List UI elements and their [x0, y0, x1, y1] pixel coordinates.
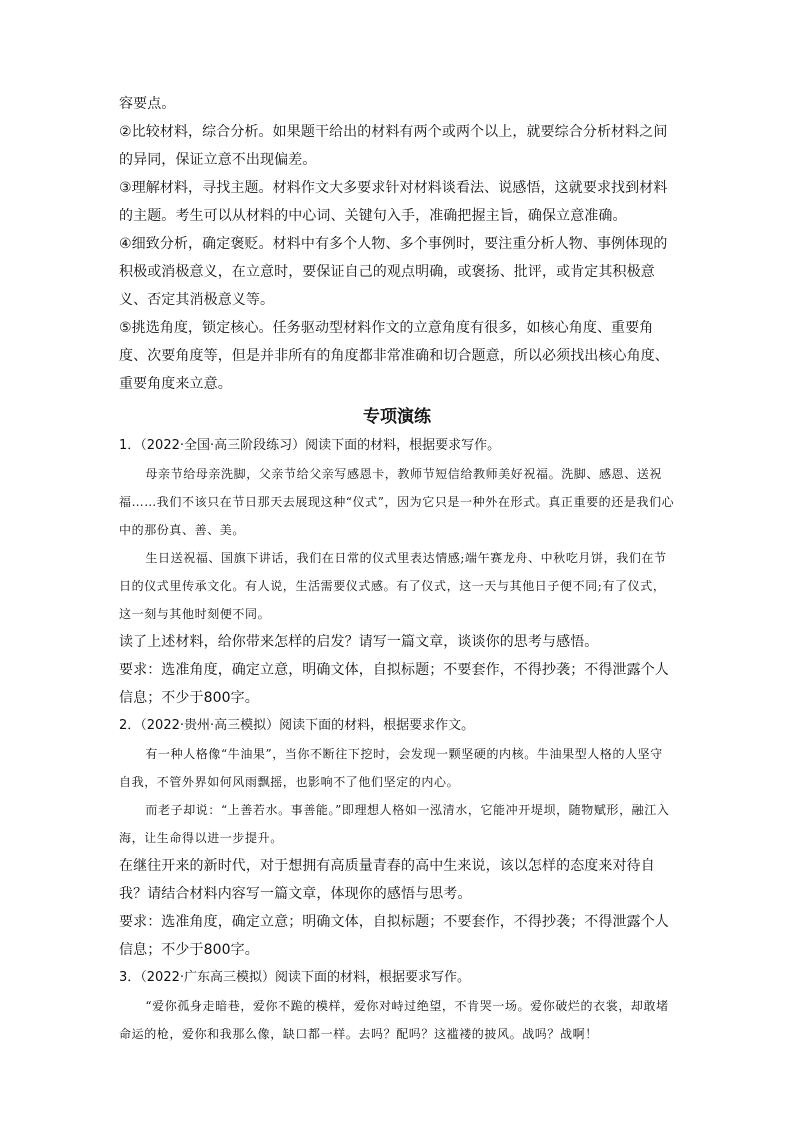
question-2-task: 在继往开来的新时代，对于想拥有高质量青春的高中生来说，该以怎样的态度来对待自我？请结合材料内容写一篇文章，体现你的感悟与思考。 — [119, 858, 655, 902]
question-1-heading: 1．（2022·全国·高三阶段练习）阅读下面的材料，根据要求写作。 — [119, 438, 501, 453]
question-3-material-1: “爱你孤身走暗巷，爱你不跪的模样，爱你对峙过绝望，不肯哭一场。爱你破烂的衣裳，却敢堵命运的枪，爱你和我那么像，缺口都一样。去吗？配吗？这褴褛的披风。战吗？战啊！ — [119, 999, 669, 1041]
intro-point-3: ③理解材料，寻找主题。材料作文大多要求针对材料谈看法、说感悟，这就要求找到材料的主题。考生可以从材料的中心词、关键句入手，准确把握主旨，确保立意准确。 — [119, 180, 668, 224]
question-3-heading: 3．（2022·广东高三模拟）阅读下面的材料，根据要求写作。 — [119, 970, 470, 985]
intro-line: 容要点。 — [119, 96, 176, 112]
intro-point-4: ④细致分析，确定褒贬。材料中有多个人物、多个事例时，要注重分析人物、事例体现的积极或消极意义，在立意时，要保证自己的观点明确，或褒扬、批评，或肯定其积极意义、否定其消极意义等。 — [119, 236, 668, 308]
question-2-material-2: 而老子却说：“上善若水。事善能。”即理想人格如一泓清水，它能冲开堤坝，随物赋形，融江入海，让生命得以进一步提升。 — [119, 803, 670, 845]
intro-point-2: ②比较材料，综合分析。如果题干给出的材料有两个或两个以上，就要综合分析材料之间的异同，保证立意不出现偏差。 — [119, 124, 668, 168]
question-1-requirement: 要求：选准角度，确定立意，明确文体，自拟标题；不要套作，不得抄袭；不得泄露个人信息；不少于800字。 — [119, 662, 669, 706]
question-2-heading: 2．（2022·贵州·高三模拟）阅读下面的材料，根据要求作文。 — [119, 718, 475, 733]
document-page — [119, 90, 675, 1048]
question-1-material-2: 生日送祝福、国旗下讲话，我们在日常的仪式里表达情感;端午赛龙舟、中秋吃月饼，我们在节日的仪式里传承文化。有人说，生活需要仪式感。有了仪式，这一天与其他日子便不同;有了仪式，这一刻与其他时刻便不同。 — [119, 551, 667, 621]
question-1-task: 读了上述材料，给你带来怎样的启发？请写一篇文章，谈谈你的思考与感悟。 — [119, 634, 599, 650]
question-2-requirement: 要求：选准角度，确定立意；明确文体，自拟标题；不要套作，不得抄袭；不得泄露个人信息；不少于800字。 — [119, 914, 669, 958]
question-2-material-1: 有一种人格像“牛油果”，当你不断往下挖时，会发现一颗坚硬的内核。牛油果型人格的人坚守自我，不管外界如何风雨飘摇，也影响不了他们坚定的内心。 — [119, 747, 663, 789]
section-title: 专项演练 — [363, 407, 431, 427]
question-1-material-1: 母亲节给母亲洗脚，父亲节给父亲写感恩卡，教师节短信给教师美好祝福。洗脚、感恩、送祝福……我们不该只在节日那天去展现这种“仪式”，因为它只是一种外在形式。真正重要的还是我们心中的那份真、善、美。 — [119, 467, 675, 537]
intro-point-5: ⑤挑选角度，锁定核心。任务驱动型材料作文的立意角度有很多，如核心角度、重要角度、次要角度等，但是并非所有的角度都非常准确和切合题意，所以必须找出核心角度、重要角度来立意。 — [119, 320, 669, 392]
